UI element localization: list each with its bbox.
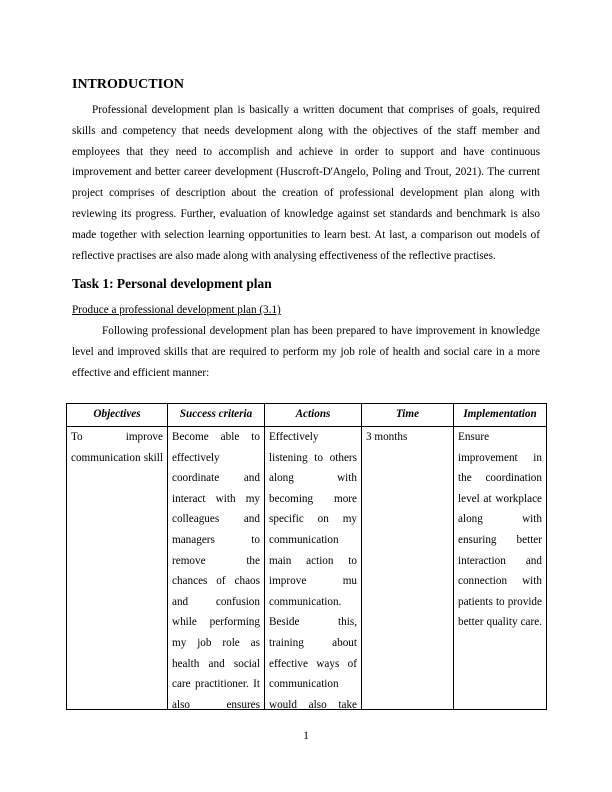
cell-time	[362, 427, 454, 710]
cell-actions	[265, 427, 362, 710]
document-page	[72, 76, 540, 384]
task-heading: Task 1: Personal development plan	[72, 276, 272, 292]
table-header-row	[67, 404, 547, 427]
introduction-paragraph: Professional development plan is basically a written document that comprises of goals, required skills and competency that needs development along with the objectives of the staff member and employees that they need to accomplish and achieve in order to support and have continuous improvement and better career development (Huscroft-D'Angelo, Poling and Trout, 2021). The current project comprises of description about the creation of professional development plan along with reviewing its progress. Further, evaluation of knowledge against set standards and benchmark is also made together with selection learning opportunities to learn best. At last, a comparison out models of reflective practises are also made along with analysing effectiveness of the reflective practises.	[72, 104, 540, 262]
cell-success-criteria-text: Become able to effectively coordinate and interact with my colleagues and managers to remove the chances of chaos and confusion while performing my job role as health and social care practitioner. It also ensures	[172, 431, 260, 709]
cell-implementation	[454, 427, 547, 710]
cell-implementation-text: Ensure improvement in the coordination level at workplace along with ensuring better interaction and connection with patients to provide better quality care.	[458, 431, 542, 629]
cell-objectives	[67, 427, 168, 710]
page-number: 1	[303, 730, 309, 742]
header-implementation: Implementation	[454, 404, 547, 427]
cell-actions-text: Effectively listening to others along with becoming more specific on my communication main action to improve mu communication. Beside this, training about effective ways of communication would also take	[269, 431, 357, 709]
cell-objectives-text: To improve communication skill	[71, 431, 163, 464]
introduction-heading: INTRODUCTION	[72, 77, 185, 92]
header-time: Time	[362, 404, 454, 427]
table-row	[67, 427, 547, 710]
header-actions: Actions	[265, 404, 362, 427]
cell-time-text: 3 months	[366, 431, 408, 443]
cell-success-criteria	[168, 427, 265, 710]
development-plan-table	[66, 403, 547, 710]
header-objectives: Objectives	[67, 404, 168, 427]
task-paragraph: Following professional development plan has been prepared to have improvement in knowledge level and improved skills that are required to perform my job role of health and social care in a more effective and efficient manner:	[72, 325, 540, 379]
task-subheading: Produce a professional development plan (3.1)	[72, 304, 281, 317]
header-success-criteria: Success criteria	[168, 404, 265, 427]
